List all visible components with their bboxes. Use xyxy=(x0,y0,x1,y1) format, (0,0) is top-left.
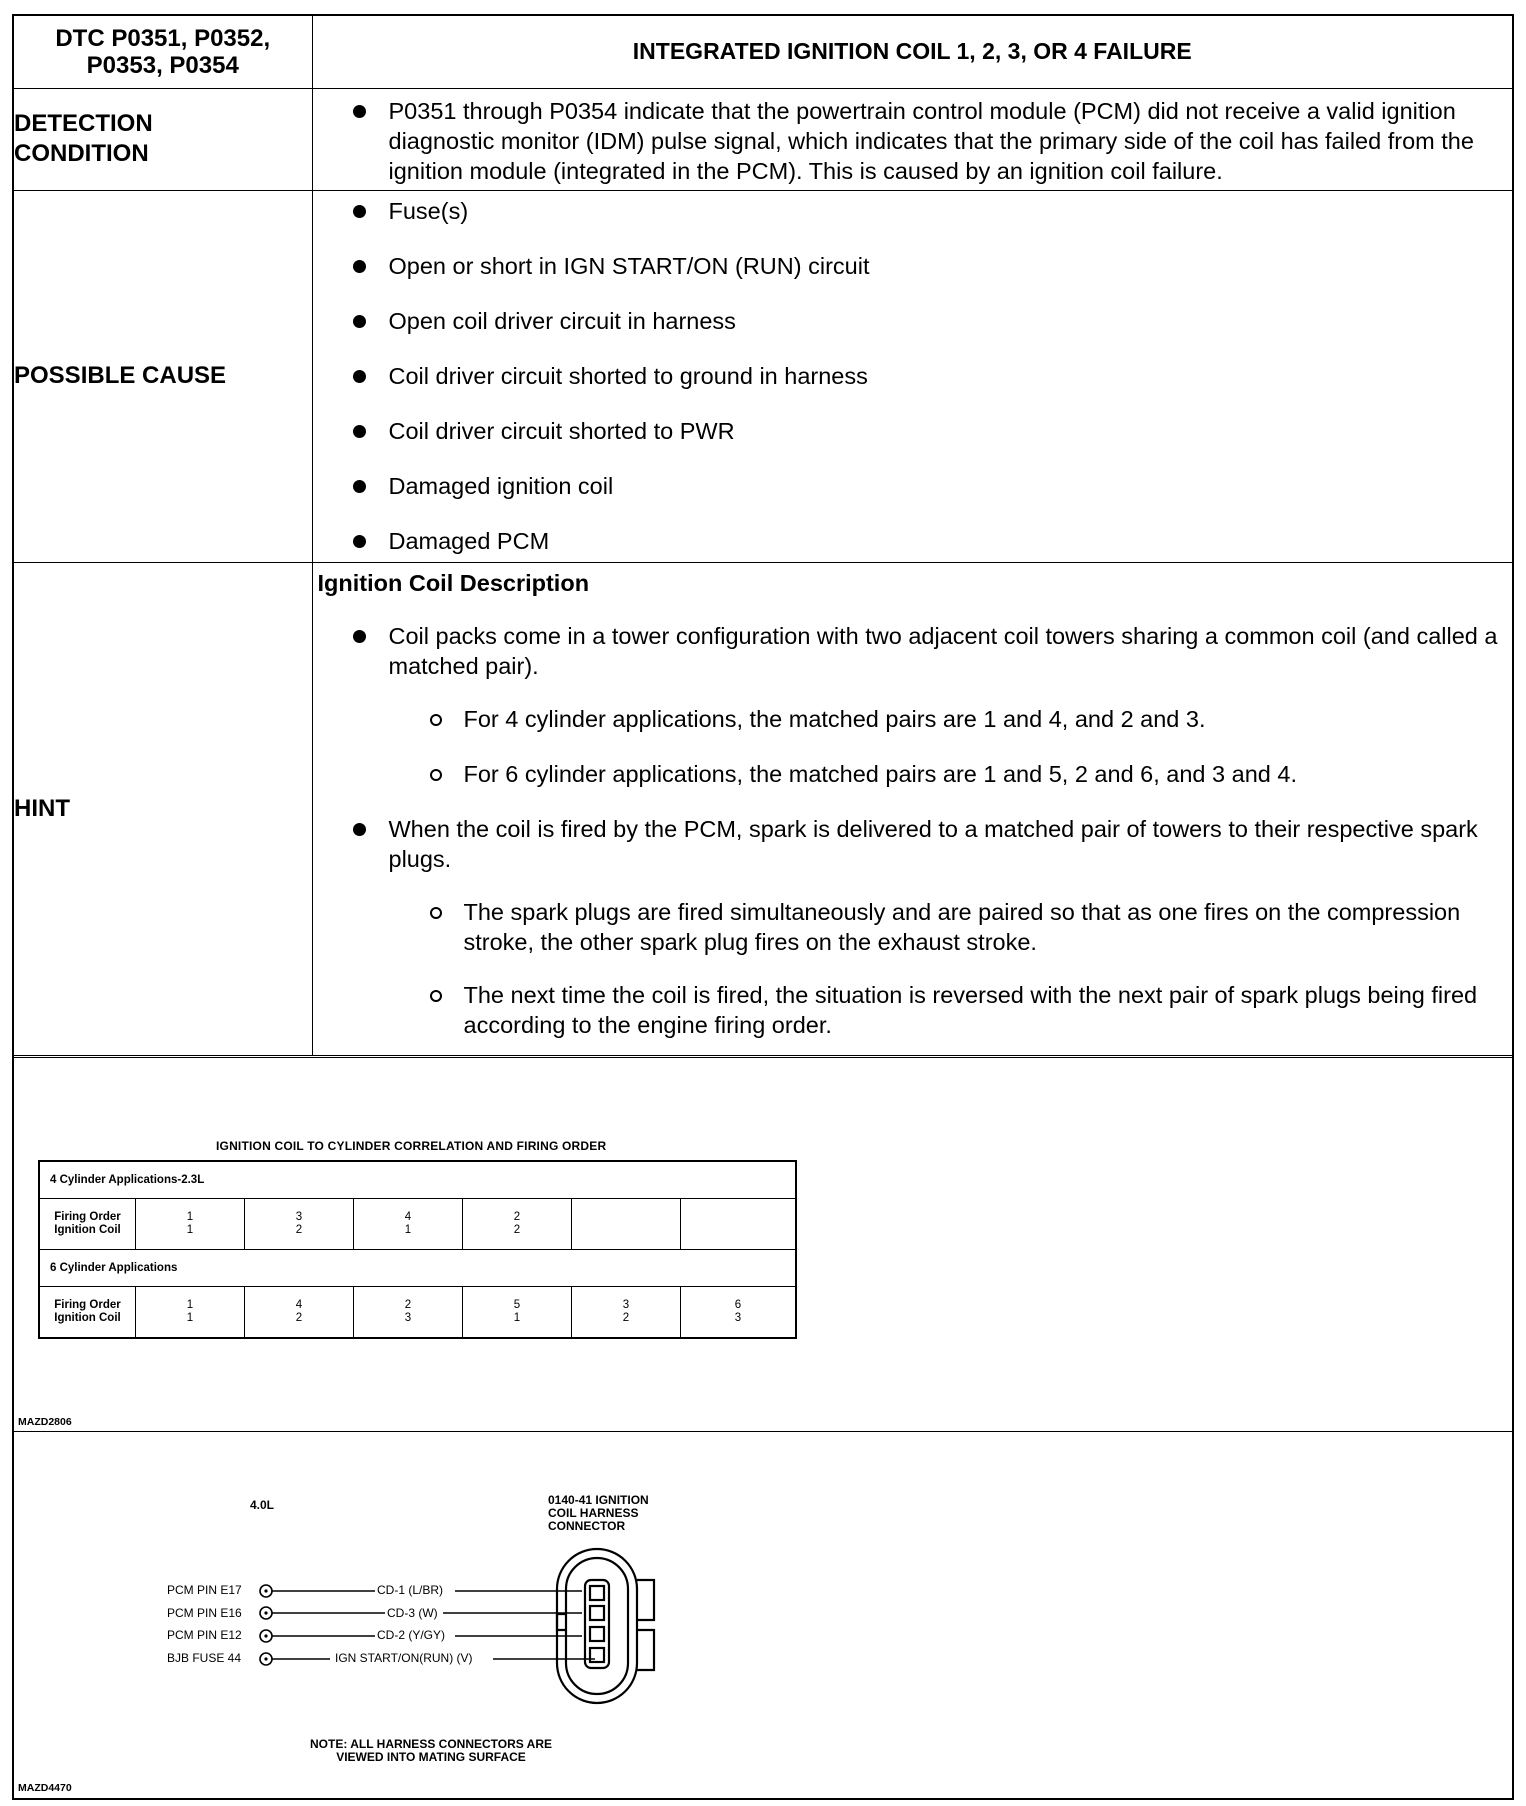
engine-label: 4.0L xyxy=(250,1498,275,1512)
ignition-coil-value: 1 xyxy=(186,1312,194,1324)
wire-circuit-label: CD-2 (Y/GY) xyxy=(377,1628,446,1642)
row-header-firing-order: Firing Order xyxy=(54,1299,121,1311)
note-line2: VIEWED INTO MATING SURFACE xyxy=(336,1750,526,1764)
ignition-coil-value: 2 xyxy=(513,1224,521,1236)
detection-label-line1: DETECTION xyxy=(14,110,153,137)
figure1-code: MAZD2806 xyxy=(18,1416,72,1428)
wire-source-label: PCM PIN E17 xyxy=(167,1583,242,1597)
connector-label-line3: CONNECTOR xyxy=(548,1519,626,1533)
ignition-coil-value: 3 xyxy=(734,1312,742,1324)
firing-order-value: 1 xyxy=(186,1299,194,1311)
ignition-coil-value: 2 xyxy=(295,1312,303,1324)
connector-note xyxy=(296,1738,566,1764)
four-cyl-group-label: 4 Cylinder Applications-2.3L xyxy=(39,1161,796,1199)
ignition-coil-value: 1 xyxy=(513,1312,521,1324)
ignition-coil-value: 2 xyxy=(622,1312,630,1324)
hint-label: HINT xyxy=(14,562,312,1055)
row-header-firing-order: Firing Order xyxy=(54,1211,121,1223)
connector-label-line1: 0140-41 IGNITION xyxy=(548,1493,649,1507)
row-header-ignition-coil: Ignition Coil xyxy=(54,1312,121,1324)
cause-item: Coil driver circuit shorted to PWR xyxy=(389,416,1513,446)
firing-order-value: 5 xyxy=(513,1299,521,1311)
ignition-coil-value: 1 xyxy=(404,1224,412,1236)
dtc-title: INTEGRATED IGNITION COIL 1, 2, 3, OR 4 FAILURE xyxy=(312,16,1512,88)
connector-icon xyxy=(557,1549,654,1703)
firing-order-value: 3 xyxy=(622,1299,630,1311)
firing-order-value: 4 xyxy=(404,1211,412,1223)
firing-order-figure-title: IGNITION COIL TO CYLINDER CORRELATION AND FIRING ORDER xyxy=(216,1139,607,1153)
cause-item: Open coil driver circuit in harness xyxy=(389,306,1513,336)
six-cyl-group-label: 6 Cylinder Applications xyxy=(39,1250,796,1287)
figure2-code: MAZD4470 xyxy=(18,1782,72,1794)
possible-cause-label: POSSIBLE CAUSE xyxy=(14,190,312,562)
detection-text: P0351 through P0354 indicate that the powertrain control module (PCM) did not receive a valid ignition diagnostic monitor (IDM) pulse signal, which indicates that the primary side of the coil has failed from the ignition module (integrated in the PCM). This is caused by an ignition coil failure. xyxy=(389,96,1513,186)
firing-order-value: 6 xyxy=(734,1299,742,1311)
detection-label-line2: CONDITION xyxy=(14,140,149,167)
hint-sub-item: For 6 cylinder applications, the matched pairs are 1 and 5, 2 and 6, and 3 and 4. xyxy=(464,759,1513,789)
cause-item: Damaged PCM xyxy=(389,526,1513,556)
hint-heading: Ignition Coil Description xyxy=(317,569,590,596)
note-line1: NOTE: ALL HARNESS CONNECTORS ARE xyxy=(309,1737,552,1751)
cause-item: Fuse(s) xyxy=(389,196,1513,226)
wire-source-label: PCM PIN E12 xyxy=(167,1628,242,1642)
ignition-coil-value: 2 xyxy=(295,1224,303,1236)
firing-order-value: 3 xyxy=(295,1211,303,1223)
hint-sub-item: For 4 cylinder applications, the matched pairs are 1 and 4, and 2 and 3. xyxy=(464,704,1513,734)
hint-sub-item: The next time the coil is fired, the situation is reversed with the next pair of spark plugs being fired according to the engine firing order. xyxy=(464,980,1513,1040)
hint-sub-item: The spark plugs are fired simultaneously and are paired so that as one fires on the compression stroke, the other spark plug fires on the exhaust stroke. xyxy=(464,897,1513,957)
ignition-coil-value: 3 xyxy=(404,1312,412,1324)
wire-source-label: BJB FUSE 44 xyxy=(167,1651,242,1665)
wire-source-label: PCM PIN E16 xyxy=(167,1606,242,1620)
ignition-coil-value: 1 xyxy=(186,1224,194,1236)
wire-circuit-label: CD-1 (L/BR) xyxy=(377,1583,444,1597)
firing-order-value: 2 xyxy=(404,1299,412,1311)
wire-circuit-label: IGN START/ON(RUN) (V) xyxy=(335,1651,473,1665)
row-header-ignition-coil: Ignition Coil xyxy=(54,1224,121,1236)
firing-order-value: 4 xyxy=(295,1299,303,1311)
hint-bullet-2-text: When the coil is fired by the PCM, spark is delivered to a matched pair of towers to their respective spark plugs. xyxy=(388,815,1478,872)
firing-order-value: 2 xyxy=(513,1211,521,1223)
cause-item: Coil driver circuit shorted to ground in harness xyxy=(389,361,1513,391)
cause-item: Open or short in IGN START/ON (RUN) circuit xyxy=(389,251,1513,281)
wire-circuit-label: CD-3 (W) xyxy=(387,1606,438,1620)
dtc-codes-line1: DTC P0351, P0352, xyxy=(55,24,271,52)
firing-order-value: 1 xyxy=(186,1211,194,1223)
connector-label-line2: COIL HARNESS xyxy=(548,1506,639,1520)
dtc-codes-line2: P0353, P0354 xyxy=(86,51,239,79)
cause-item: Damaged ignition coil xyxy=(389,471,1513,501)
hint-bullet-1-text: Coil packs come in a tower configuration with two adjacent coil towers sharing a common coil (and called a matched pair). xyxy=(388,622,1498,679)
